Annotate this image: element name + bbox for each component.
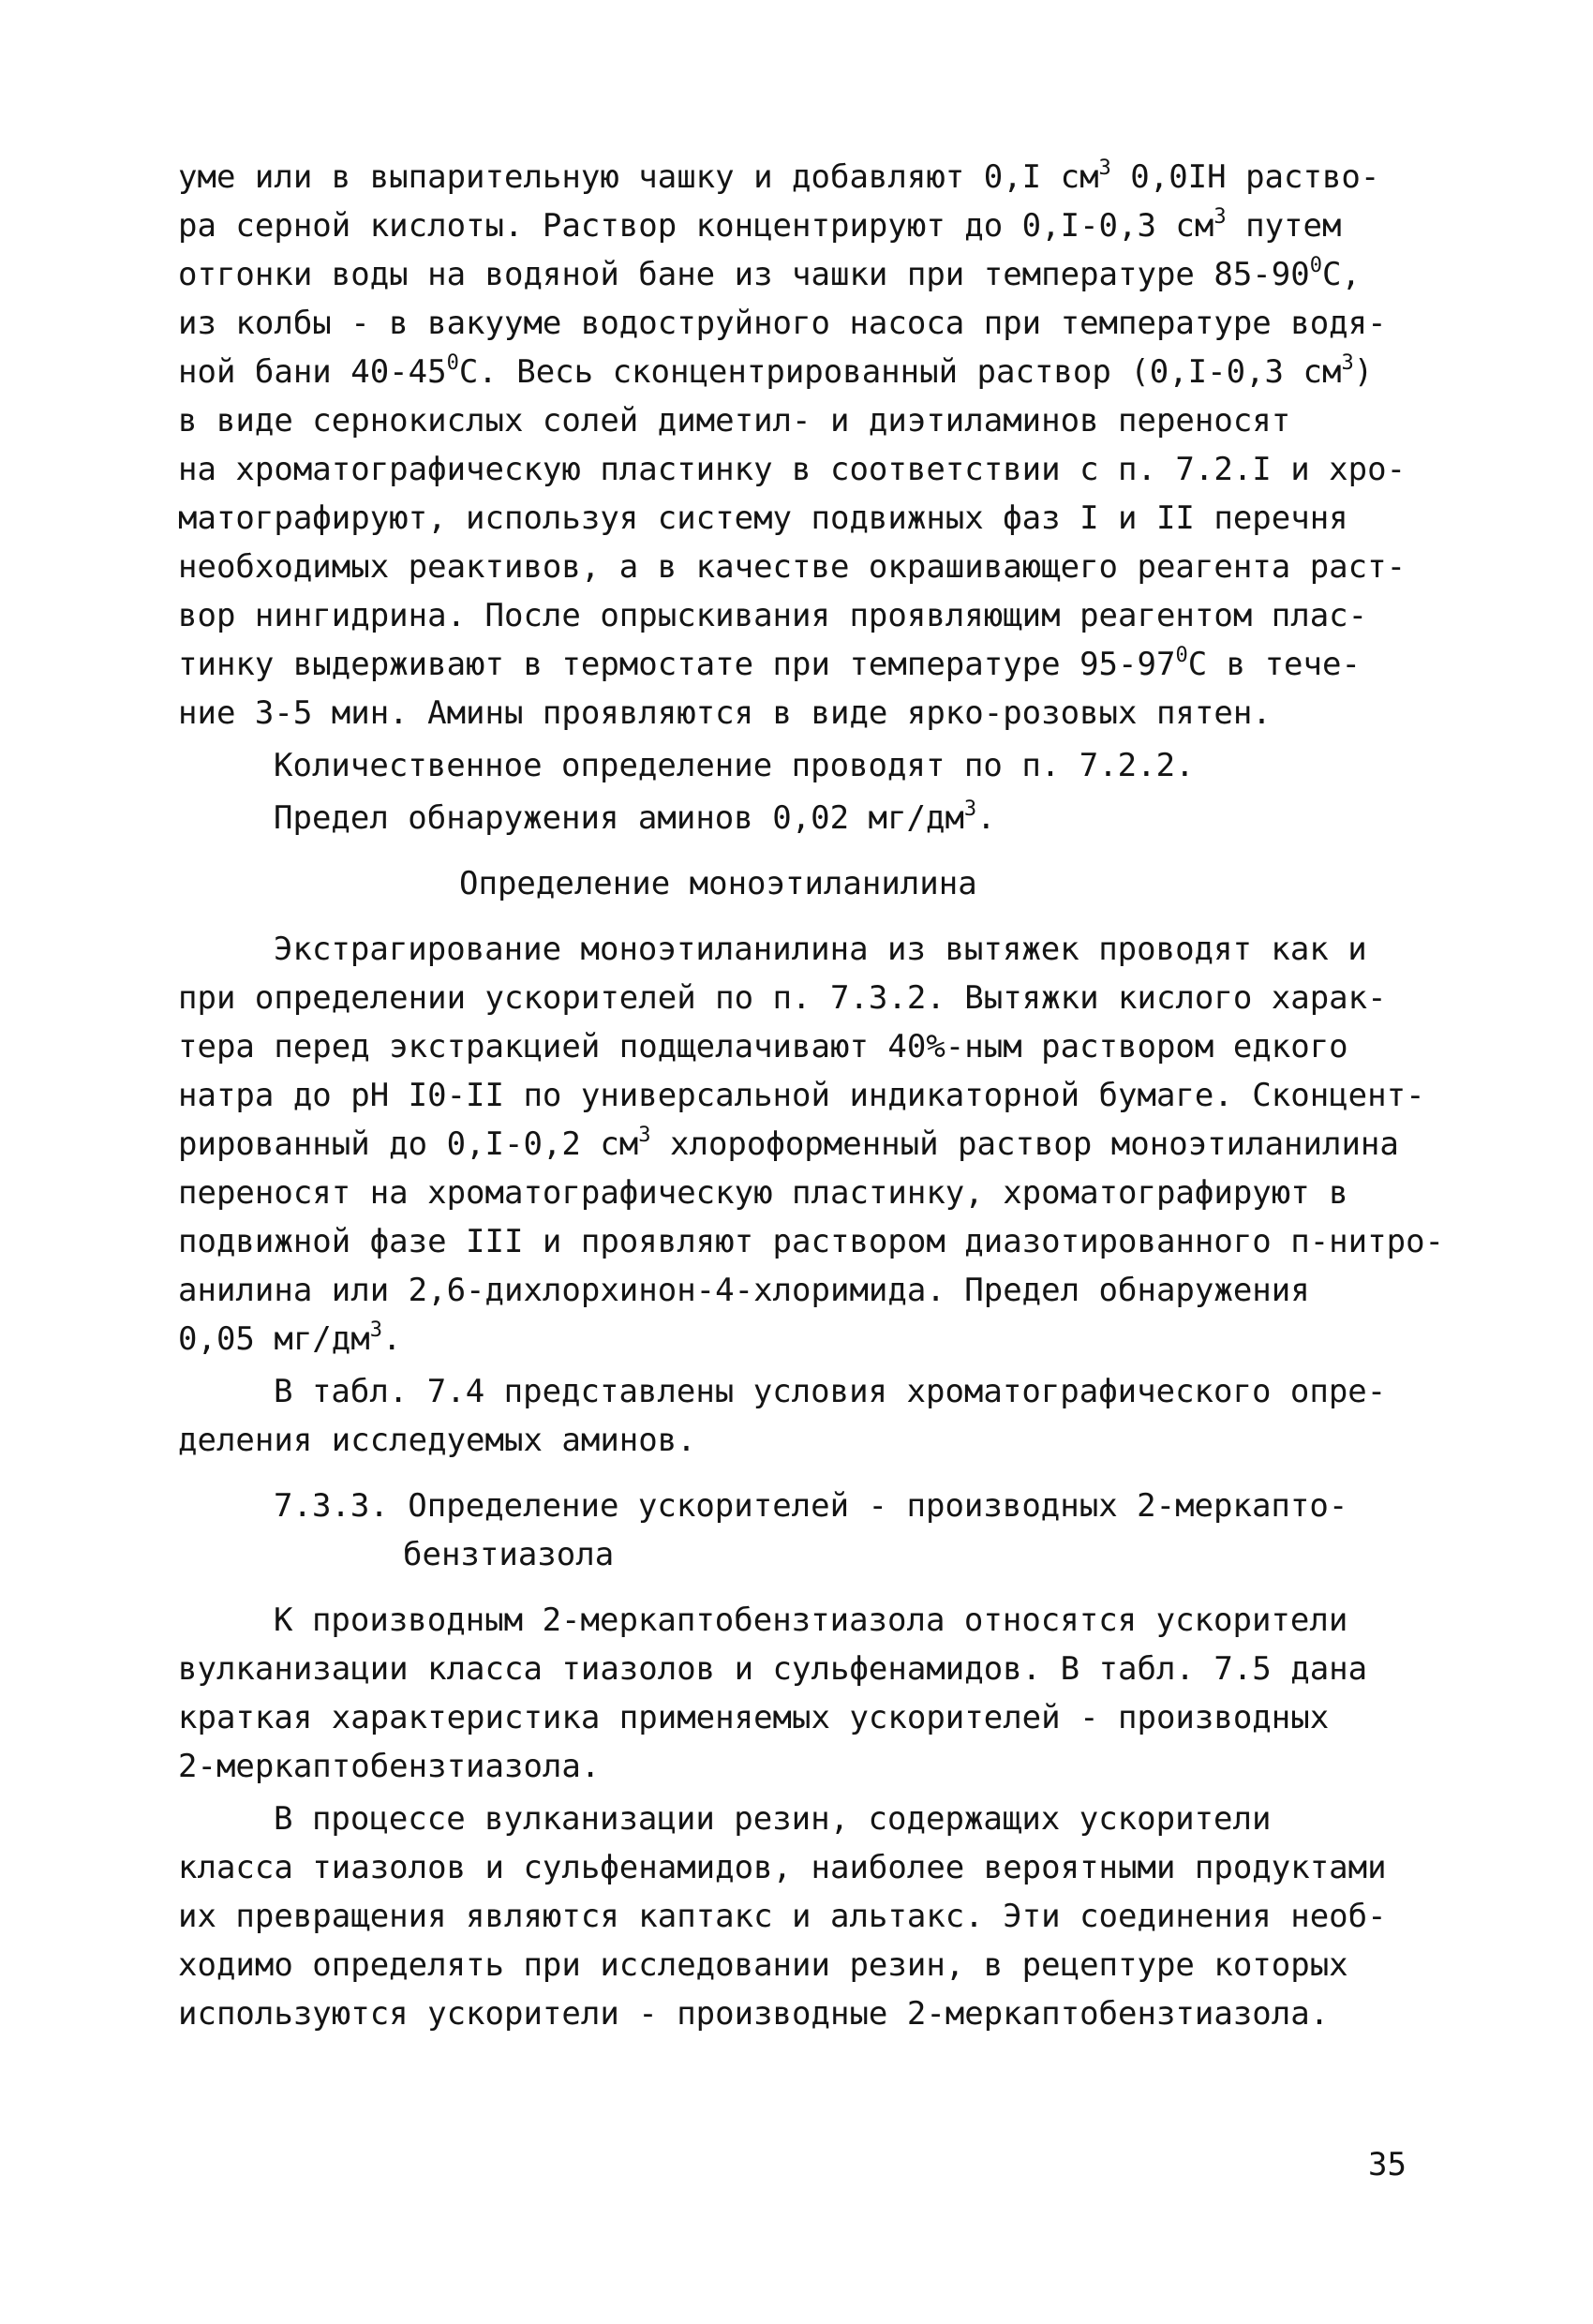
text-line: тера перед экстракцией подщелачивают 40%-ным раствором едкого bbox=[178, 1028, 1348, 1065]
text-line: вор нингидрина. После опрыскивания проявляющим реагентом плас- bbox=[178, 597, 1368, 634]
subsection-heading-cont: бензтиазола bbox=[403, 1536, 615, 1573]
text-line: 0,05 $мг/дм^3$. bbox=[178, 1318, 402, 1358]
text-line: отгонки воды на водяной бане из чашки при температуре $85-90^0С$, bbox=[178, 254, 1361, 293]
section-heading: Определение моноэтиланилина bbox=[459, 865, 977, 902]
text-line: уме или в выпарительную чашку и добавляют 0,I $см^3$ 0,0IН раство- bbox=[178, 156, 1380, 196]
text-line: К производным 2-меркаптобензтиазола относятся ускорители bbox=[274, 1601, 1348, 1639]
text-line: из колбы - в вакууме водоструйного насоса при температуре водя- bbox=[178, 305, 1387, 342]
text-line: их превращения являются каптакс и альтакс. Эти соединения необ- bbox=[178, 1898, 1387, 1935]
text-line: деления исследуемых аминов. bbox=[178, 1422, 696, 1459]
text-line: В табл. 7.4 представлены условия хроматографического опре- bbox=[274, 1373, 1387, 1410]
text-line: переносят на хроматографическую пластинку, хроматографируют в bbox=[178, 1174, 1348, 1212]
text-line: натра до рН I0-II по универсальной индикаторной бумаге. Сконцент- bbox=[178, 1077, 1425, 1114]
text-line: анилина или 2,6-дихлорхинон-4-хлоримида. Предел обнаружения bbox=[178, 1272, 1310, 1309]
text-line: ходимо определять при исследовании резин, в рецептуре которых bbox=[178, 1946, 1348, 1984]
text-line: используются ускорители - производные 2-меркаптобензтиазола. bbox=[178, 1995, 1330, 2033]
text-line: рированный до 0,I-0,2 $см^3$ хлороформенный раствор моноэтиланилина bbox=[178, 1124, 1399, 1163]
text-line: при определении ускорителей по п. 7.3.2. Вытяжки кислого харак- bbox=[178, 979, 1387, 1017]
text-line: ной бани $40-45^0С$. Весь сконцентрированный раствор (0,I-0,3 $см^3$) bbox=[178, 351, 1374, 391]
text-line: ра серной кислоты. Раствор концентрируют до 0,I-0,3 $см^3$ путем bbox=[178, 205, 1342, 245]
text-line: на хроматографическую пластинку в соответствии с п. 7.2.I и хро- bbox=[178, 451, 1407, 488]
text-line: ние 3-5 мин. Амины проявляются в виде ярко-розовых пятен. bbox=[178, 694, 1272, 732]
text-line: вулканизации класса тиазолов и сульфенамидов. В табл. 7.5 дана bbox=[178, 1650, 1368, 1688]
text-line: В процессе вулканизации резин, содержащих ускорители bbox=[274, 1800, 1272, 1838]
text-line: в виде сернокислых солей диметил- и диэтиламинов переносят bbox=[178, 402, 1291, 439]
text-line: Предел обнаружения аминов 0,02 $мг/дм^3$. bbox=[274, 797, 996, 837]
page-number: 35 bbox=[1368, 2146, 1407, 2183]
text-line: подвижной фазе III и проявляют раствором диазотированного п-нитро- bbox=[178, 1223, 1445, 1260]
text-line: класса тиазолов и сульфенамидов, наиболее вероятными продуктами bbox=[178, 1849, 1387, 1886]
text-line: матографируют, используя систему подвижных фаз I и II перечня bbox=[178, 499, 1348, 537]
text-line: Экстрагирование моноэтиланилина из вытяжек проводят как и bbox=[274, 931, 1367, 968]
text-line: Количественное определение проводят по п. 7.2.2. bbox=[274, 747, 1195, 784]
text-line: краткая характеристика применяемых ускорителей - производных bbox=[178, 1699, 1330, 1736]
subsection-heading: 7.3.3. Определение ускорителей - производных 2-меркапто- bbox=[274, 1487, 1348, 1525]
text-line: 2-меркаптобензтиазола. bbox=[178, 1748, 601, 1785]
text-line: необходимых реактивов, а в качестве окрашивающего реагента раст- bbox=[178, 548, 1407, 586]
text-line: тинку выдерживают в термостате при температуре $95-97^0С$ в тече- bbox=[178, 644, 1361, 683]
